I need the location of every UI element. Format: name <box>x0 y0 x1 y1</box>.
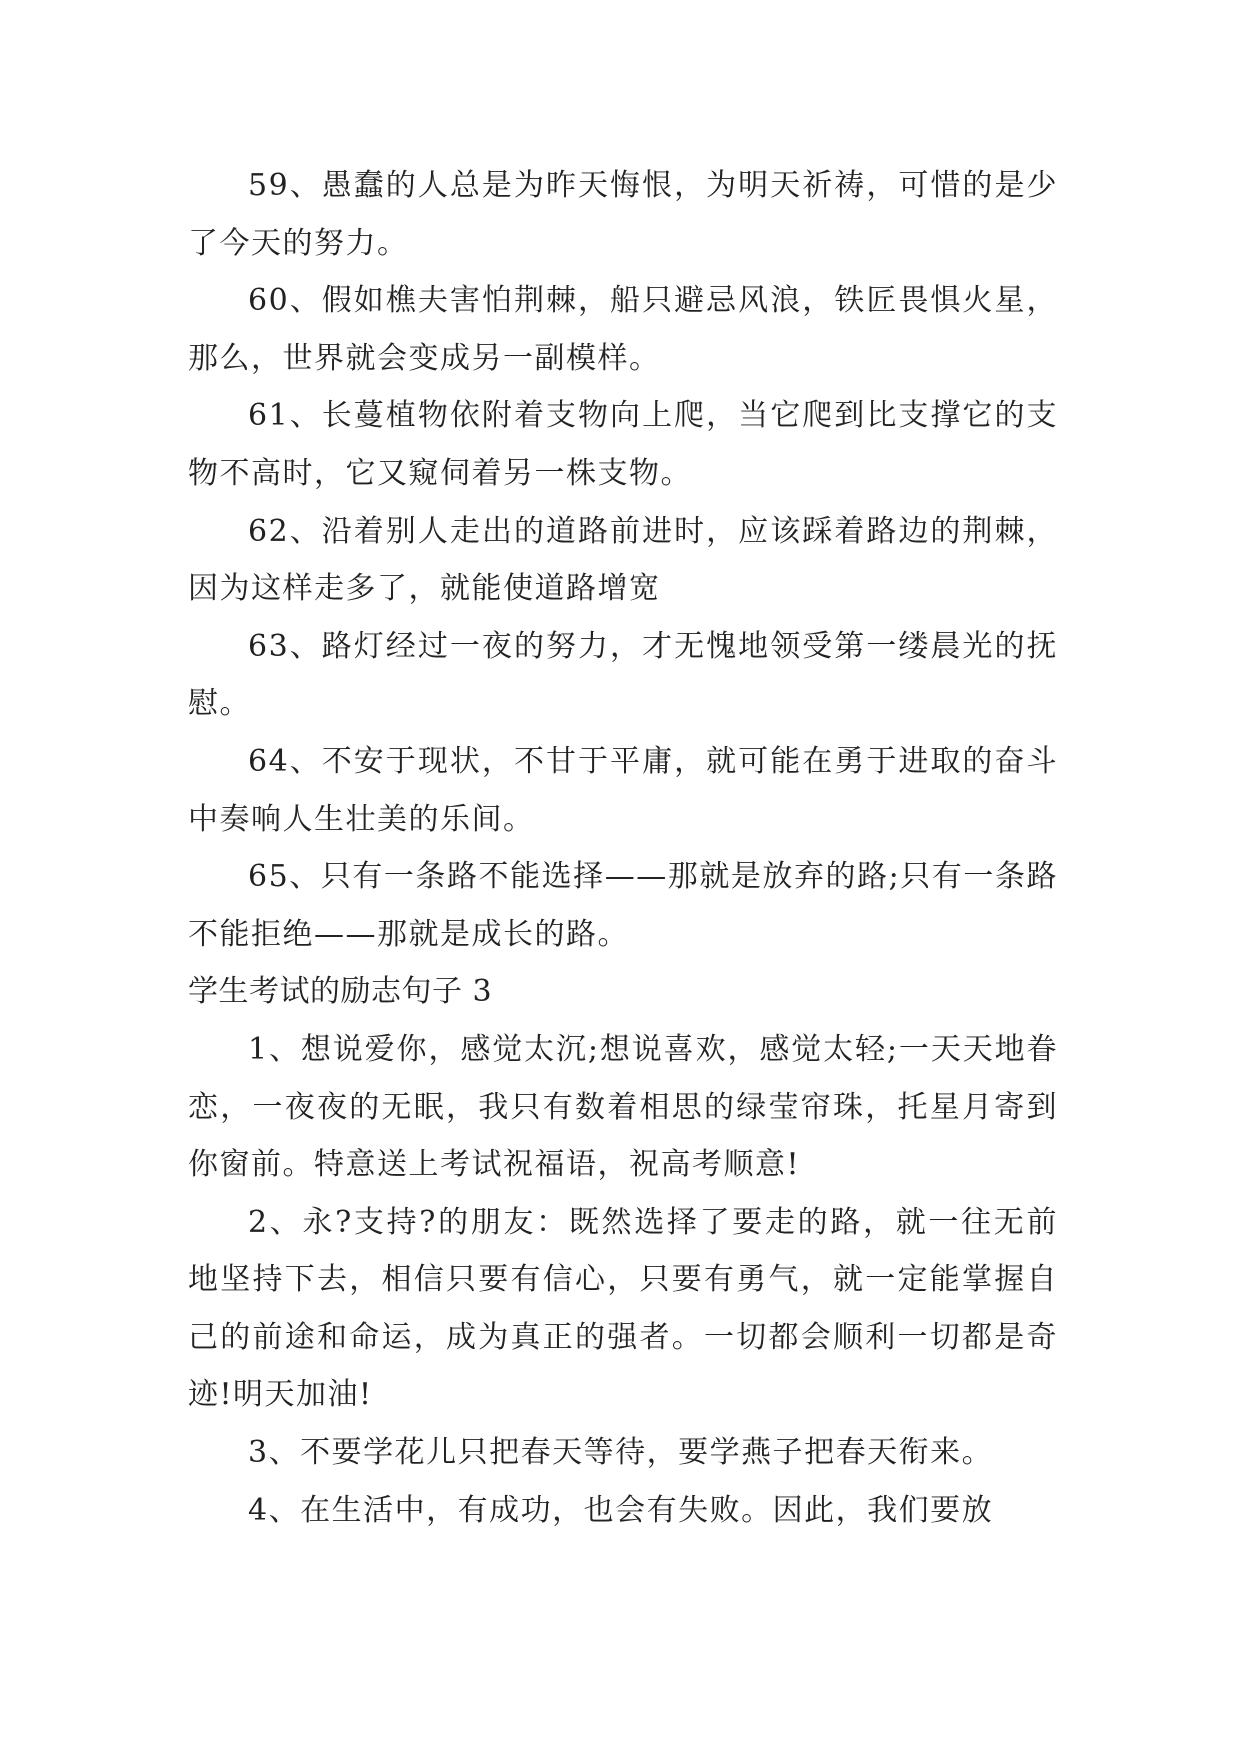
quote-paragraph-61: 61、长蔓植物依附着支物向上爬，当它爬到比支撑它的支物不高时，它又窥伺着另一株支物。 <box>188 398 1058 491</box>
quote-paragraph-65: 65、只有一条路不能选择——那就是放弃的路;只有一条路不能拒绝——那就是成长的路。 <box>188 859 1058 952</box>
quote-paragraph-64: 64、不安于现状，不甘于平庸，就可能在勇于进取的奋斗中奏响人生壮美的乐间。 <box>188 743 1058 837</box>
quote-paragraph-1: 1、想说爱你，感觉太沉;想说喜欢，感觉太轻;一天天地眷恋，一夜夜的无眠，我只有数着相思的绿莹帘珠，托星月寄到你窗前。特意送上考试祝福语，祝高考顺意! <box>188 1031 1058 1183</box>
section-heading: 学生考试的励志句子 3 <box>188 974 493 1010</box>
quote-paragraph-2: 2、永?支持?的朋友：既然选择了要走的路，就一往无前地坚持下去，相信只要有信心，只要有勇气，就一定能掌握自己的前途和命运，成为真正的强者。一切都会顺利一切都是奇迹!明天加油! <box>188 1204 1058 1413</box>
quote-paragraph-3: 3、不要学花儿只把春天等待，要学燕子把春天衔来。 <box>248 1435 994 1471</box>
quote-paragraph-63: 63、路灯经过一夜的努力，才无愧地领受第一缕晨光的抚慰。 <box>188 628 1058 722</box>
quote-paragraph-62: 62、沿着别人走出的道路前进时，应该踩着路边的荆棘，因为这样走多了，就能使道路增宽 <box>188 513 1058 607</box>
quote-paragraph-60: 60、假如樵夫害怕荆棘，船只避忌风浪，铁匠畏惧火星，那么，世界就会变成另一副模样。 <box>188 283 1058 376</box>
quote-paragraph-59: 59、愚蠢的人总是为昨天悔恨，为明天祈祷，可惜的是少了今天的努力。 <box>188 168 1058 261</box>
document-body <box>188 157 1058 1539</box>
quote-paragraph-4: 4、在生活中，有成功，也会有失败。因此，我们要放 <box>248 1492 994 1528</box>
